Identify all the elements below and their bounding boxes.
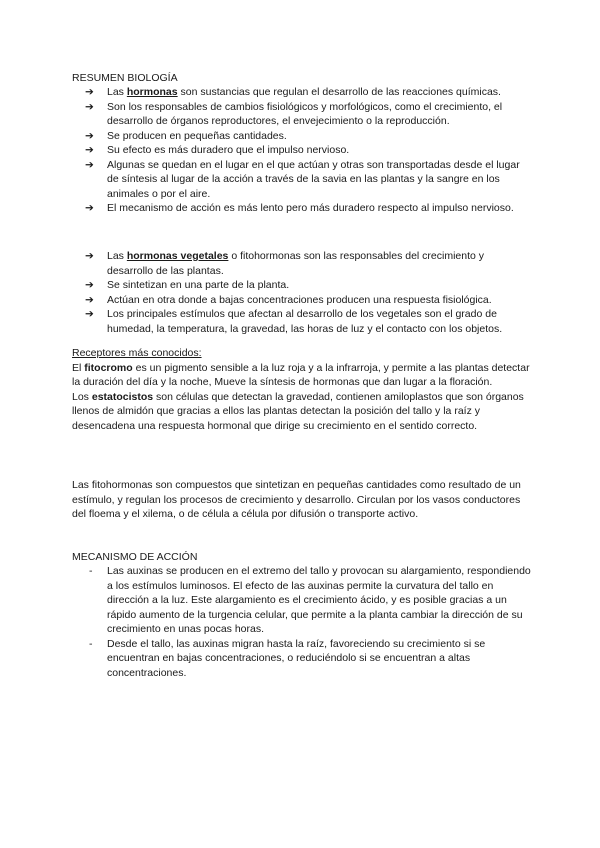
receptors-heading: Receptores más conocidos:: [72, 347, 202, 359]
item-text: Algunas se quedan en el lugar en el que actúan y otras son transportadas desde el lugar de síntesis al lugar de la acción a través de la savia en las plantas y la sangre en los animales o por el aire.: [107, 158, 520, 200]
arrow-icon: ➔: [85, 86, 94, 98]
item-text: o fitohormonas son las responsables del crecimiento y desarrollo de las plantas.: [107, 250, 485, 277]
document-title: RESUMEN BIOLOGÍA: [72, 72, 178, 84]
arrow-icon: ➔: [85, 100, 94, 113]
paragraph-text: El: [72, 361, 85, 374]
receptors-section: [72, 346, 532, 433]
term-hormonas: hormonas: [126, 86, 178, 98]
list-item: [72, 100, 532, 129]
paragraph-text: son células que detectan la gravedad, contienen amiloplastos que son órganos llenos de almidón que gracias a ellos las plantas detectan la posición del tallo y la raíz y desencadena una respuesta hormonal que dirige su crecimiento en el sentido correcto.: [72, 390, 524, 432]
paragraph-text: Los: [72, 390, 92, 403]
plant-hormones-list-section: [72, 249, 532, 336]
item-text: El mecanismo de acción es más lento pero más duradero respecto al impulso nervioso.: [107, 202, 514, 214]
mechanism-list: [72, 564, 532, 680]
list-item: [72, 278, 532, 293]
list-item: [72, 158, 532, 202]
item-text: Se producen en pequeñas cantidades.: [107, 129, 287, 142]
fitocromo-paragraph: [72, 361, 532, 390]
arrow-icon: ➔: [85, 129, 94, 142]
list-item: [72, 564, 532, 637]
arrow-icon: ➔: [85, 144, 94, 156]
estatocistos-paragraph: [72, 390, 532, 434]
arrow-icon: ➔: [85, 308, 94, 320]
item-text: Las: [107, 86, 127, 98]
item-text: Su efecto es más duradero que el impulso nervioso.: [107, 144, 350, 156]
arrow-icon: ➔: [85, 158, 94, 171]
item-text: Las auxinas se producen en el extremo del tallo y provocan su alargamiento, respondiendo a los estímulos luminosos. El efecto de las auxinas permite la curvatura del tallo en dirección a la luz. Este alargamiento es el crecimiento ácido, y es posible gracias a un rápido aumento de la turgencia celular, que permite a la planta cambiar la dirección de su crecimiento en unas pocas horas.: [107, 565, 531, 635]
list-item: [72, 637, 532, 681]
dash-icon: -: [89, 565, 93, 577]
list-item: [72, 201, 532, 216]
item-text: Las: [107, 250, 127, 262]
paragraph-text: es un pigmento sensible a la luz roja y a la infrarroja, y permite a las plantas detectar la duración del día y la noche, Mueve la síntesis de hormonas que dan lugar a la floración.: [72, 361, 530, 388]
item-text: Se sintetizan en una parte de la planta.: [107, 279, 290, 291]
fitohormonas-paragraph: Las fitohormonas son compuestos que sintetizan en pequeñas cantidades como resultado de un estímulo, y regulan los procesos de crecimiento y desarrollo. Circulan por los vasos conductores del floema y el xilema, o de célula a célula por difusión o transporte activo.: [72, 479, 521, 520]
item-text: son sustancias que regulan el desarrollo de las reacciones químicas.: [177, 86, 501, 98]
term-hormonas-vegetales: hormonas vegetales: [126, 250, 229, 262]
mechanism-heading: MECANISMO DE ACCIÓN: [72, 551, 198, 563]
plant-hormones-list: [72, 249, 532, 336]
arrow-icon: ➔: [85, 293, 94, 306]
arrow-icon: ➔: [85, 279, 94, 291]
arrow-icon: ➔: [85, 250, 94, 262]
item-text: Actúan en otra donde a bajas concentraciones producen una respuesta fisiológica.: [107, 293, 492, 306]
item-text: Desde el tallo, las auxinas migran hasta la raíz, favoreciendo su crecimiento si se encuentran en bajas concentraciones, o reduciéndolo si se encuentran a altas concentraciones.: [107, 637, 486, 679]
fitohormonas-section: [72, 478, 532, 522]
item-text: Son los responsables de cambios fisiológicos y morfológicos, como el crecimiento, el desarrollo de órganos reproductores, el envejecimiento o la reproducción.: [107, 100, 503, 127]
list-item: [72, 293, 532, 308]
dash-icon: -: [89, 637, 93, 650]
list-item: [72, 307, 532, 336]
hormones-list-section: [72, 85, 532, 216]
list-item: [72, 143, 532, 158]
list-item: [72, 129, 532, 144]
term-estatocistos: estatocistos: [91, 390, 154, 403]
mechanism-section: [72, 564, 532, 680]
arrow-icon: ➔: [85, 202, 94, 214]
list-item: [72, 249, 532, 278]
hormones-list: [72, 85, 532, 216]
list-item: [72, 85, 532, 100]
term-fitocromo: fitocromo: [84, 361, 133, 374]
item-text: Los principales estímulos que afectan al desarrollo de los vegetales son el grado de humedad, la temperatura, la gravedad, las horas de luz y el contacto con los objetos.: [107, 308, 503, 335]
